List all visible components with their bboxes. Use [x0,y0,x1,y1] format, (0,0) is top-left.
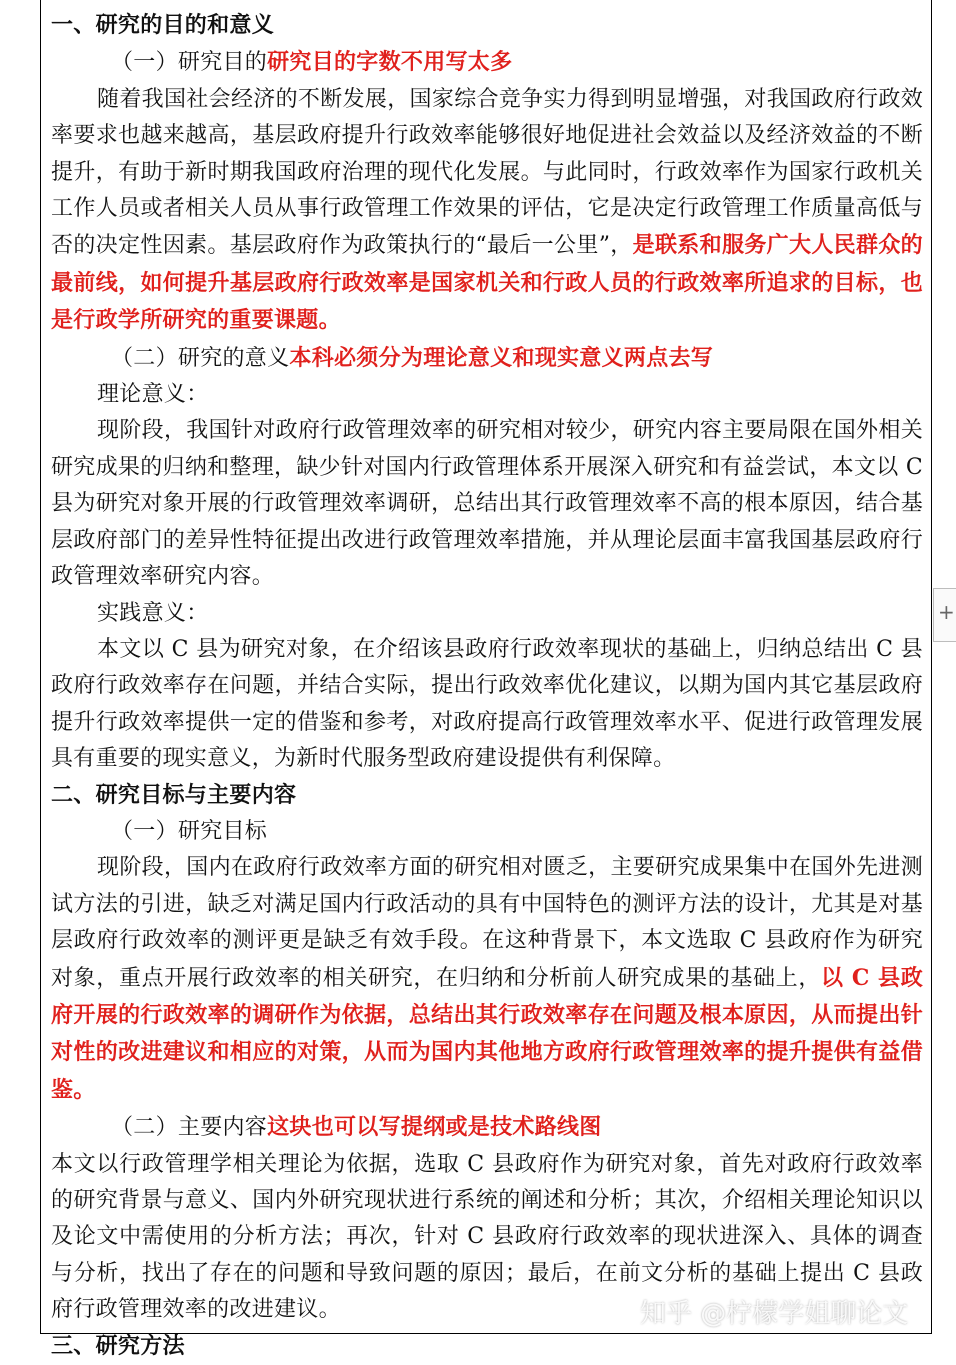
theory-label: 理论意义： [97,382,209,408]
paragraph-practice: 本文以 C 县为研究对象，在介绍该县政府行政效率现状的基础上，归纳总结出 C 县政府行政效率存在问题，并结合实际，提出行政效率优化建议，以期为国内其它基层政府提升行政效率提供一定的借鉴和参考，对政府提高行政管理效率水平、促进行政管理发展具有重要的现实意义，为新时代服务型政府建设提供有利保障。 [51,636,923,772]
watermark: 知乎 @柠檬学姐聊论文 [640,1299,909,1329]
section-1-subheading-significance [51,340,923,377]
paragraph-purpose [51,82,923,340]
annotation-note: 本科必须分为理论意义和现实意义两点去写 [289,344,714,371]
section-1-subheading-purpose [51,44,923,81]
section-2-subheading-content [51,1109,923,1146]
practice-label: 实践意义： [97,600,209,626]
highlighted-text: 以 C 县政府开展的行政效率的调研作为依据，总结出其行政效率存在问题及根本原因，从而提出针对性的改进建议和相应的对策，从而为国内其他地方政府行政管理效率的提升提供有益借鉴。 [51,964,923,1103]
paragraph-text: 随着我国社会经济的不断发展，国家综合竞争实力得到明显增强，对我国政府行政效率要求也越来越高，基层政府提升行政效率能够很好地促进社会效益以及经济效益的不断提升，有助于新时期我国政府治理的现代化发展。与此同时，行政效率作为国家行政机关工作人员或者相关人员从事行政管理工作效果的评估，它是决定行政管理工作质量高低与否的决定性因素。基层政府作为政策执行的“最后一公里”， [51,86,923,259]
expand-side-button[interactable] [933,588,956,642]
document-body [51,8,923,1365]
paragraph-goal [51,850,923,1109]
section-2-subheading-goal: （一）研究目标 [111,818,268,844]
subheading-label: （一）研究目的 [111,50,268,76]
paragraph-content: 本文以行政管理学相关理论为依据，选取 C 县政府作为研究对象，首先对政府行政效率的研究背景与意义、国内外研究现状进行系统的阐述和分析；其次，介绍相关理论知识以及论文中需使用的分析方法；再次，针对 C 县政府行政效率的现状进深入、具体的调查与分析，找出了存在的问题和导致问题的原因；最后，在前文分析的基础上提出 C 县政府行政管理效率的改进建议。 [51,1151,923,1323]
subheading-label: （二）研究的意义 [111,345,290,371]
annotation-note: 研究目的字数不用写太多 [267,49,513,76]
annotation-note: 这块也可以写提纲或是技术路线图 [267,1114,602,1141]
section-1-title: 一、研究的目的和意义 [51,13,275,38]
paragraph-theory: 现阶段，我国针对政府行政管理效率的研究相对较少，研究内容主要局限在国外相关研究成果的归纳和整理，缺少针对国内行政管理体系开展深入研究和有益尝试，本文以 C 县为研究对象开展的行政管理效率调研，总结出其行政管理效率不高的根本原因，结合基层政府部门的差异性特征提出改进行政管理效率措施，并从理论层面丰富我国基层政府行政管理效率研究内容。 [51,418,923,590]
section-2-title: 二、研究目标与主要内容 [51,782,297,808]
paragraph-text: 现阶段，国内在政府行政效率方面的研究相对匮乏，主要研究成果集中在国外先进测试方法的引进，缺乏对满足国内行政活动的具有中国特色的测评方法的设计，尤其是对基层政府行政效率的测评更是缺乏有效手段。在这种背景下，本文选取 C 县政府作为研究对象，重点开展行政效率的相关研究，在归纳和分析前人研究成果的基础上， [51,855,923,991]
highlighted-text: 是联系和服务广大人民群众的最前线，如何提升基层政府行政效率是国家机关和行政人员的行政效率所追求的目标，也是行政学所研究的重要课题。 [51,232,923,334]
plus-icon: + [938,600,955,624]
subheading-label: （二）主要内容 [111,1115,268,1141]
section-3-title: 三、研究方法 [51,1333,185,1359]
